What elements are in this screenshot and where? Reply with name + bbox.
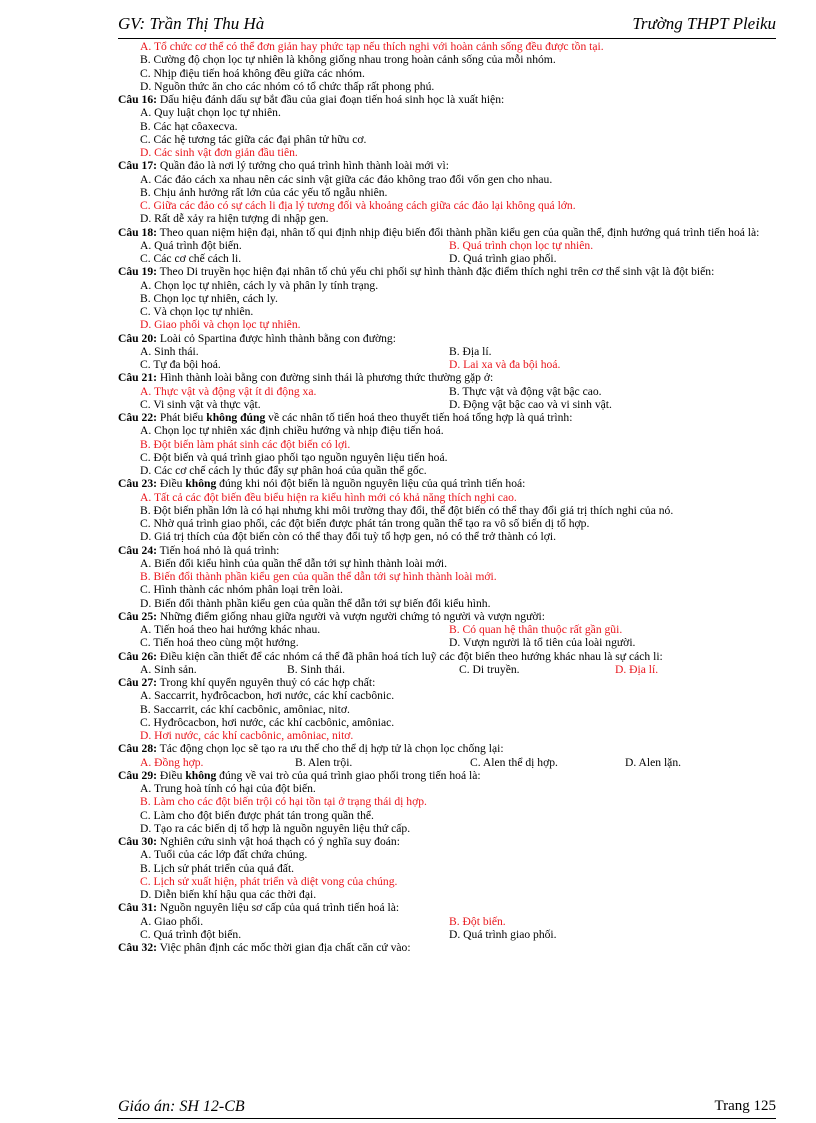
option: D. Hơi nước, các khí cacbônic, amôniac, nitơ. bbox=[140, 729, 354, 742]
page-header bbox=[118, 12, 776, 39]
question-number: Câu 31: bbox=[118, 901, 157, 915]
option: D. Tạo ra các biến dị tổ hợp là nguồn nguyên liệu thứ cấp. bbox=[140, 821, 411, 835]
option: A. Sinh thái. bbox=[140, 344, 199, 358]
question-text: đúng về vai trò của quá trình giao phối trong tiến hoá là: bbox=[216, 768, 481, 782]
option-row bbox=[118, 756, 808, 769]
question-17 bbox=[118, 159, 808, 172]
question-32 bbox=[118, 941, 808, 954]
question-number: Câu 17: bbox=[118, 159, 157, 173]
question-text: Phát biểu bbox=[156, 411, 207, 424]
question-text: Điều bbox=[156, 477, 186, 491]
option: A. Chọn lọc tự nhiên xác định chiều hướng và nhịp điệu tiến hoá. bbox=[140, 424, 444, 438]
option: B. Đột biến. bbox=[449, 914, 506, 928]
question-text: Những điểm giống nhau giữa người và vượn người chứng tỏ người và vượn người: bbox=[156, 609, 545, 623]
option: A. Tổ chức cơ thể có thể đơn giản hay phức tạp nếu thích nghi với hoàn cảnh sống đều được tồn tại. bbox=[140, 40, 604, 53]
option: D. Lai xa và đa bội hoá. bbox=[449, 358, 561, 371]
option: D. Vượn người là tổ tiên của loài người. bbox=[449, 636, 636, 650]
option: C. Và chọn lọc tự nhiên. bbox=[140, 305, 254, 318]
question-text: đúng khi nói đột biến là nguồn nguyên liệu của quá trình tiến hoá: bbox=[216, 477, 526, 491]
option-row bbox=[118, 663, 808, 676]
option: D. Giao phối và chọn lọc tự nhiên. bbox=[140, 318, 301, 332]
option: D. Các cơ chế cách ly thúc đẩy sự phân hoá của quần thể gốc. bbox=[140, 464, 427, 477]
question-22 bbox=[118, 411, 808, 424]
option: B. Có quan hệ thân thuộc rất gần gũi. bbox=[449, 623, 623, 636]
option-row bbox=[118, 623, 808, 636]
option: C. Giữa các đảo có sự cách li địa lý tương đối và khoảng cách giữa các đảo lại không quá lớn. bbox=[140, 199, 576, 212]
question-number: Câu 27: bbox=[118, 676, 157, 689]
option: C. Các hệ tương tác giữa các đại phân tử hữu cơ. bbox=[140, 132, 367, 146]
option-row bbox=[118, 928, 808, 941]
option: C. Di truyền. bbox=[459, 662, 520, 676]
question-number: Câu 21: bbox=[118, 371, 157, 385]
question-text: Trong khí quyển nguyên thuỷ có các hợp chất: bbox=[156, 676, 376, 689]
option: A. Quy luật chọn lọc tự nhiên. bbox=[140, 106, 281, 120]
page-footer bbox=[118, 1096, 776, 1119]
option: C. Alen thể dị hợp. bbox=[470, 755, 558, 769]
option-row bbox=[118, 636, 808, 649]
option: C. Quá trình đột biến. bbox=[140, 927, 242, 941]
option: B. Địa lí. bbox=[449, 344, 492, 358]
page-number: Trang 125 bbox=[714, 1098, 776, 1114]
question-number: Câu 24: bbox=[118, 543, 157, 557]
question-text: Tiến hoá nhỏ là quá trình: bbox=[156, 543, 280, 557]
teacher-name: GV: Trần Thị Thu Hà bbox=[118, 14, 265, 33]
option: B. Làm cho các đột biến trội có hại tồn tại ở trạng thái dị hợp. bbox=[140, 795, 427, 809]
option: B. Cường độ chọn lọc tự nhiên là không giống nhau trong hoàn cảnh sống của mỗi nhóm. bbox=[140, 53, 556, 67]
option: C. Nhịp điệu tiến hoá không đều giữa các nhóm. bbox=[140, 66, 365, 80]
option: D. Rất dễ xảy ra hiện tượng di nhập gen. bbox=[140, 212, 329, 226]
question-text: Việc phân định các mốc thời gian địa chất căn cứ vào: bbox=[156, 941, 411, 954]
option-row bbox=[118, 915, 808, 928]
option-row bbox=[118, 385, 808, 398]
option: C. Đột biến và quá trình giao phối tạo nguồn nguyên liệu tiến hoá. bbox=[140, 450, 448, 464]
question-text: Điều bbox=[156, 768, 186, 782]
question-19 bbox=[118, 265, 808, 278]
question-number: Câu 28: bbox=[118, 742, 157, 756]
option: A. Quá trình đột biến. bbox=[140, 238, 242, 252]
question-30 bbox=[118, 835, 808, 848]
option: A. Sinh sản. bbox=[140, 662, 197, 676]
option: B. Quá trình chọn lọc tự nhiên. bbox=[449, 238, 594, 252]
emphasis: không bbox=[185, 768, 217, 782]
question-23 bbox=[118, 477, 808, 490]
option: A. Chọn lọc tự nhiên, cách ly và phân ly tính trạng. bbox=[140, 278, 379, 292]
option: D. Quá trình giao phối. bbox=[449, 252, 557, 265]
question-text: Nghiên cứu sinh vật hoá thạch có ý nghĩa suy đoán: bbox=[156, 835, 400, 848]
question-text: Theo Di truyền học hiện đại nhân tố chủ yếu chi phối sự hình thành đặc điểm thích nghi trên cơ thể sinh vật là đột biến: bbox=[156, 265, 715, 279]
question-number: Câu 29: bbox=[118, 768, 157, 782]
question-31 bbox=[118, 901, 808, 914]
question-20 bbox=[118, 332, 808, 345]
question-text: Theo quan niệm hiện đại, nhân tố qui định nhịp điệu biến đổi thành phần kiểu gen của quần thể, định hướng quá trình tiến hoá là: bbox=[156, 225, 760, 239]
option: B. Saccarrit, các khí cacbônic, amôniac, nitơ. bbox=[140, 702, 350, 716]
question-number: Câu 20: bbox=[118, 331, 157, 345]
option: C. Vi sinh vật và thực vật. bbox=[140, 397, 261, 411]
question-18 bbox=[118, 226, 808, 239]
option: D. Diễn biến khí hậu qua các thời đại. bbox=[140, 888, 317, 901]
question-text: Loài cỏ Spartina được hình thành bằng con đường: bbox=[156, 331, 396, 345]
option: C. Hyđrôcacbon, hơi nước, các khí cacbônic, amôniac. bbox=[140, 715, 395, 729]
option: D. Động vật bậc cao và vi sinh vật. bbox=[449, 397, 612, 411]
question-21 bbox=[118, 371, 808, 384]
option: A. Các đảo cách xa nhau nên các sinh vật giữa các đảo không trao đổi vốn gen cho nhau. bbox=[140, 172, 553, 186]
option: B. Thực vật và động vật bậc cao. bbox=[449, 384, 602, 398]
option: B. Lịch sử phát triển của quả đất. bbox=[140, 861, 295, 875]
option: D. Các sinh vật đơn giản đầu tiên. bbox=[140, 146, 298, 159]
option: B. Đột biến làm phát sinh các đột biến có lợi. bbox=[140, 437, 351, 451]
option: B. Các hạt côaxecva. bbox=[140, 119, 238, 133]
option-row bbox=[118, 358, 808, 371]
option: B. Sinh thái. bbox=[287, 662, 345, 676]
option: D. Nguồn thức ăn cho các nhóm có tổ chức thấp rất phong phú. bbox=[140, 79, 435, 93]
question-number: Câu 26: bbox=[118, 649, 157, 663]
question-text: Quần đảo là nơi lý tưởng cho quá trình hình thành loài mới vì: bbox=[156, 159, 449, 173]
option: A. Thực vật và động vật ít di động xa. bbox=[140, 384, 317, 398]
question-number: Câu 18: bbox=[118, 225, 157, 239]
question-number: Câu 32: bbox=[118, 941, 157, 954]
option: C. Các cơ chế cách li. bbox=[140, 252, 242, 265]
question-27 bbox=[118, 676, 808, 689]
option-row bbox=[118, 345, 808, 358]
option: B. Chọn lọc tự nhiên, cách ly. bbox=[140, 291, 278, 305]
option: C. Hình thành các nhóm phân loại trên loài. bbox=[140, 583, 343, 597]
option: B. Biến đổi thành phần kiểu gen của quần thể dẫn tới sự hình thành loài mới. bbox=[140, 570, 497, 583]
option: D. Địa lí. bbox=[615, 662, 659, 676]
option: C. Nhờ quá trình giao phối, các đột biến được phát tán trong quần thể tạo ra vô số biến dị tổ hợp. bbox=[140, 517, 590, 530]
document-body bbox=[118, 40, 808, 954]
option: A. Tiến hoá theo hai hướng khác nhau. bbox=[140, 623, 321, 636]
emphasis: không đúng bbox=[206, 411, 266, 424]
question-text: về các nhân tố tiến hoá theo thuyết tiến hoá tổng hợp là quá trình: bbox=[265, 411, 573, 424]
option: B. Đột biến phần lớn là có hại nhưng khi môi trường thay đổi, thể đột biến có thể thay đổi giá trị thích nghi của nó. bbox=[140, 503, 674, 517]
question-24 bbox=[118, 544, 808, 557]
question-number: Câu 16: bbox=[118, 93, 157, 106]
question-number: Câu 23: bbox=[118, 477, 157, 491]
option: D. Quá trình giao phối. bbox=[449, 927, 557, 941]
option: C. Tiến hoá theo cùng một hướng. bbox=[140, 636, 299, 650]
question-text: Dấu hiệu đánh dấu sự bắt đầu của giai đoạn tiến hoá sinh học là xuất hiện: bbox=[156, 93, 505, 106]
option: B. Alen trội. bbox=[295, 755, 353, 769]
question-text: Hình thành loài bằng con đường sinh thái là phương thức thường gặp ở: bbox=[156, 371, 494, 385]
option: A. Giao phối. bbox=[140, 914, 204, 928]
question-25 bbox=[118, 610, 808, 623]
question-26 bbox=[118, 650, 808, 663]
question-number: Câu 22: bbox=[118, 411, 157, 424]
option: A. Trung hoà tính có hại của đột biến. bbox=[140, 782, 316, 795]
option: C. Tự đa bội hoá. bbox=[140, 358, 221, 371]
question-29 bbox=[118, 769, 808, 782]
option: C. Làm cho đột biến được phát tán trong quần thể. bbox=[140, 808, 374, 822]
option-row bbox=[118, 252, 808, 265]
option: B. Chịu ảnh hưởng rất lớn của các yếu tố ngẫu nhiên. bbox=[140, 185, 388, 199]
option: A. Đồng hợp. bbox=[140, 755, 204, 769]
question-text: Điều kiện cần thiết để các nhóm cá thể đã phân hoá tích luỹ các đột biến theo hướng khác nhau là sự cách li: bbox=[156, 649, 663, 663]
option: D. Biến đổi thành phần kiểu gen của quần thể dẫn tới sự biến đổi kiểu hình. bbox=[140, 596, 491, 610]
option: A. Saccarrit, hyđrôcacbon, hơi nước, các khí cacbônic. bbox=[140, 689, 395, 703]
option: A. Biến đổi kiểu hình của quần thể dẫn tới sự hình thành loài mới. bbox=[140, 556, 448, 570]
question-number: Câu 19: bbox=[118, 265, 157, 279]
option-row bbox=[118, 239, 808, 252]
option: A. Tuổi của các lớp đất chứa chúng. bbox=[140, 848, 308, 862]
lesson-plan-label: Giáo án: SH 12-CB bbox=[118, 1098, 245, 1115]
emphasis: không bbox=[185, 477, 217, 491]
question-number: Câu 25: bbox=[118, 609, 157, 623]
question-28 bbox=[118, 742, 808, 755]
question-text: Tác động chọn lọc sẽ tạo ra ưu thế cho thể dị hợp tử là chọn lọc chống lại: bbox=[156, 742, 504, 756]
option: A. Tất cả các đột biến đều biểu hiện ra kiểu hình mới có khả năng thích nghi cao. bbox=[140, 490, 517, 504]
option-row bbox=[118, 398, 808, 411]
question-text: Nguồn nguyên liệu sơ cấp của quá trình tiến hoá là: bbox=[156, 901, 400, 915]
school-name: Trường THPT Pleiku bbox=[632, 14, 776, 33]
question-number: Câu 30: bbox=[118, 835, 157, 848]
option: C. Lịch sử xuất hiện, phát triển và diệt vong của chúng. bbox=[140, 874, 398, 888]
question-16 bbox=[118, 93, 808, 106]
option: D. Giá trị thích của đột biến còn có thể thay đổi tuỳ tổ hợp gen, nó có thể trở thành có lợi. bbox=[140, 530, 557, 544]
option: D. Alen lặn. bbox=[625, 755, 682, 769]
